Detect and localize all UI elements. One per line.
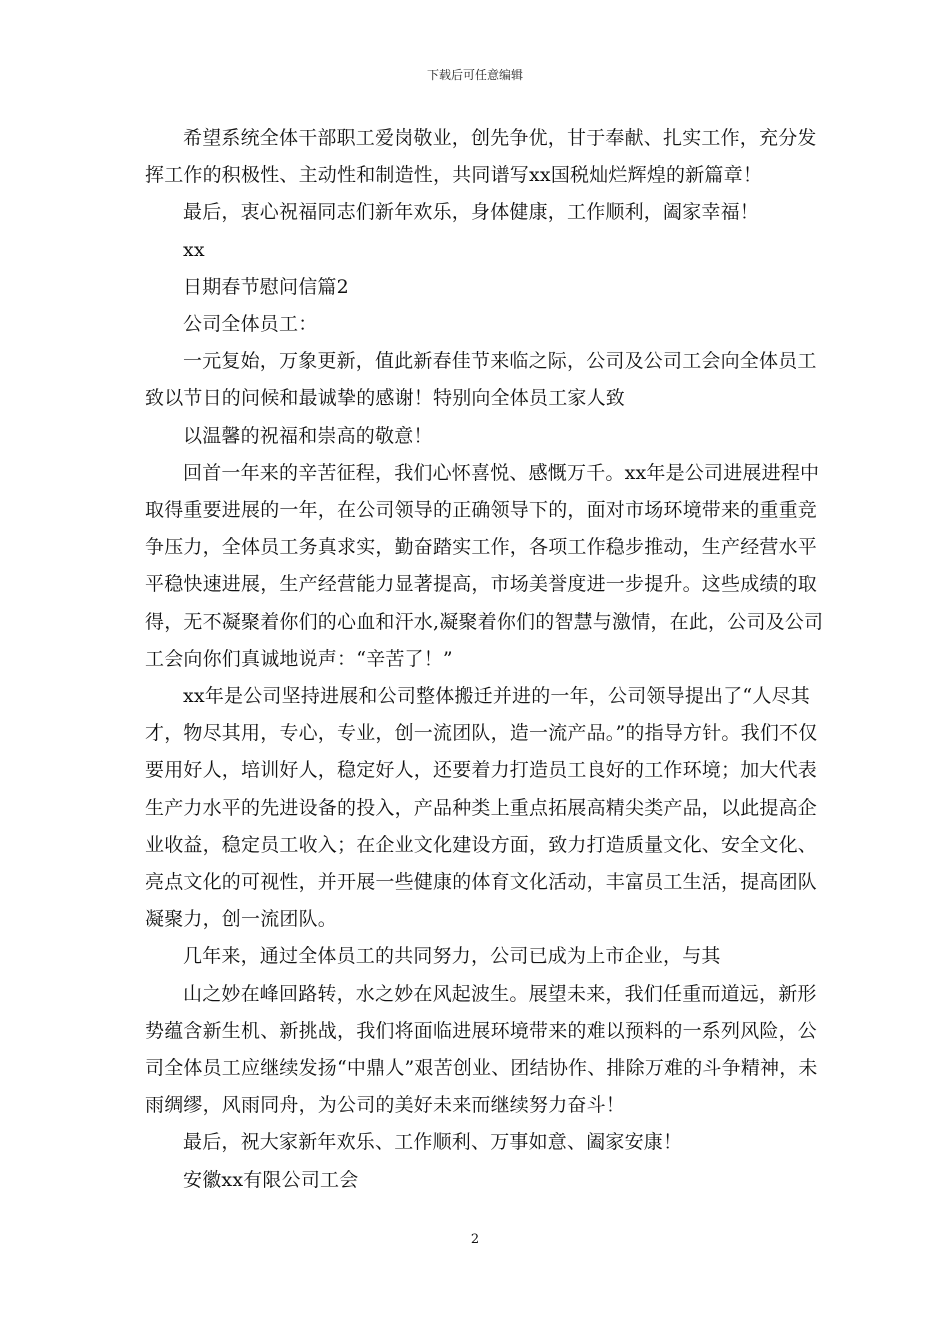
- signature: 安徽xx有限公司工会: [183, 1168, 359, 1191]
- salutation: 公司全体员工：: [183, 313, 318, 336]
- paragraph: 以温馨的祝福和崇高的敬意！: [183, 424, 433, 447]
- page-number: 2: [470, 1232, 480, 1247]
- page-header: 下载后可任意编辑: [426, 68, 523, 82]
- paragraph: 希望系统全体干部职工爱岗敬业，创先争优，甘于奉献、扎实工作，充分发挥工作的积极性、主动性和制造性，共同谱写xx国税灿烂辉煌的新篇章！: [145, 127, 817, 187]
- paragraph: 山之妙在峰回路转，水之妙在风起波生。展望未来，我们任重而道远，新形势蕴含新生机、新挑战，我们将面临进展环境带来的难以预料的一系列风险，公司全体员工应继续发扬“中鼎人”艰苦创业、团结协作、排除万难的斗争精神，未雨绸缪，风雨同舟，为公司的美好未来而继续努力奋斗！: [145, 982, 818, 1117]
- paragraph: 最后，祝大家新年欢乐、工作顺利、万事如意、阖家安康！: [183, 1131, 683, 1154]
- paragraph: 一元复始，万象更新，值此新春佳节来临之际，公司及公司工会向全体员工致以节日的问候和最诚挚的感谢！特别向全体员工家人致: [145, 350, 817, 410]
- document-body: [145, 120, 825, 1199]
- paragraph: xx: [183, 238, 205, 261]
- section-title: 日期春节慰问信篇2: [183, 275, 349, 298]
- paragraph: 几年来，通过全体员工的共同努力，公司已成为上市企业，与其: [183, 945, 721, 968]
- paragraph: 回首一年来的辛苦征程，我们心怀喜悦、感慨万千。xx年是公司进展进程中取得重要进展的一年，在公司领导的正确领导下的，面对市场环境带来的重重竞争压力，全体员工务真求实，勤奋踏实工作，各项工作稳步推动，生产经营水平平稳快速进展，生产经营能力显著提高，市场美誉度进一步提升。这些成绩的取得，无不凝聚着你们的心血和汗水,凝聚着你们的智慧与激情，在此，公司及公司工会向你们真诚地说声：“辛苦了！”: [145, 461, 824, 670]
- paragraph: 最后，衷心祝福同志们新年欢乐，身体健康，工作顺利，阖家幸福！: [183, 201, 760, 224]
- paragraph: xx年是公司坚持进展和公司整体搬迁并进的一年，公司领导提出了“人尽其才，物尽其用，专心，专业，创一流团队，造一流产品。”的指导方针。我们不仅要用好人，培训好人，稳定好人，还要着力打造员工良好的工作环境；加大代表生产力水平的先进设备的投入，产品种类上重点拓展高精尖类产品，以此提高企业收益，稳定员工收入；在企业文化建设方面，致力打造质量文化、安全文化、亮点文化的可视性，并开展一些健康的体育文化活动，丰富员工生活，提高团队凝聚力，创一流团队。: [145, 685, 818, 931]
